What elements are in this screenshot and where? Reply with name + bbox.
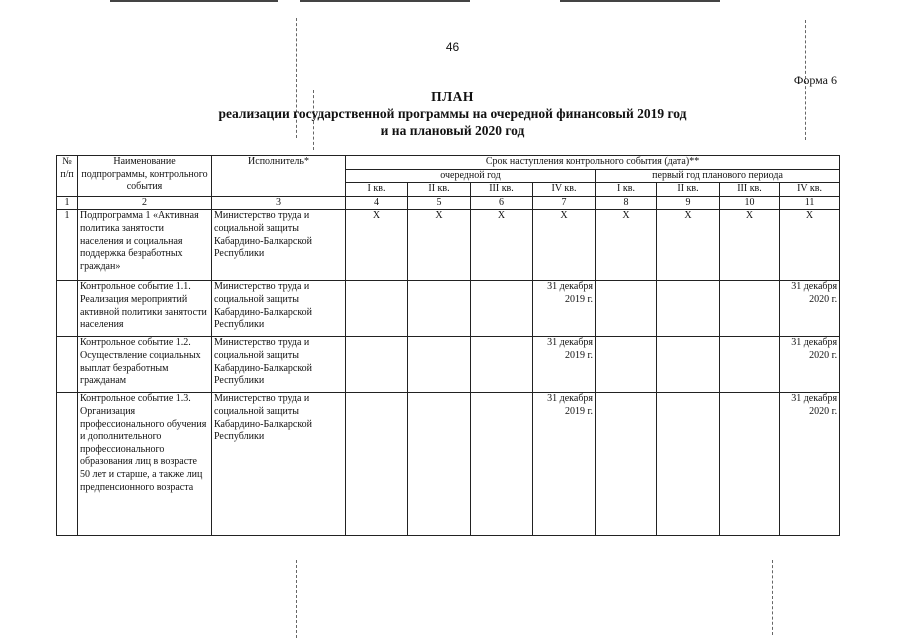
quarter-cell: 31 декабря 2020 г.	[780, 337, 840, 393]
scan-top-line-left	[110, 0, 278, 2]
quarter-cell: 31 декабря 2019 г.	[533, 281, 596, 337]
row-executor: Министерство труда и социальной защиты Кабардино-Балкарской Республики	[212, 281, 346, 337]
quarter-cell: X	[720, 210, 780, 281]
table-row	[57, 393, 840, 536]
quarter-cell	[596, 281, 657, 337]
header-quarter: II кв.	[408, 183, 471, 197]
quarter-cell: X	[471, 210, 533, 281]
column-number: 6	[471, 196, 533, 210]
quarter-cell	[596, 393, 657, 536]
quarter-cell: 31 декабря 2019 г.	[533, 393, 596, 536]
scan-fold-right-lower	[772, 560, 773, 635]
header-row-1	[57, 156, 840, 170]
quarter-cell: X	[408, 210, 471, 281]
quarter-cell	[408, 337, 471, 393]
row-num	[57, 337, 78, 393]
header-num: № п/п	[57, 156, 78, 197]
row-name: Контрольное событие 1.1. Реализация мероприятий активной политики занятости населения	[78, 281, 212, 337]
quarter-cell	[408, 393, 471, 536]
quarter-cell	[720, 393, 780, 536]
quarter-cell	[657, 337, 720, 393]
column-number: 4	[346, 196, 408, 210]
header-quarter: IV кв.	[780, 183, 840, 197]
row-executor: Министерство труда и социальной защиты Кабардино-Балкарской Республики	[212, 210, 346, 281]
row-num	[57, 281, 78, 337]
quarter-cell	[346, 337, 408, 393]
quarter-cell	[657, 393, 720, 536]
row-name: Подпрограмма 1 «Активная политика занятости населения и социальная поддержка безработных граждан»	[78, 210, 212, 281]
quarter-cell: X	[780, 210, 840, 281]
quarter-cell: 31 декабря 2020 г.	[780, 281, 840, 337]
header-deadline: Срок наступления контрольного события (дата)**	[346, 156, 840, 170]
table-row	[57, 337, 840, 393]
quarter-cell	[346, 393, 408, 536]
header-quarter: III кв.	[471, 183, 533, 197]
header-plan-year: первый год планового периода	[596, 169, 840, 183]
header-quarter: III кв.	[720, 183, 780, 197]
table-row	[57, 210, 840, 281]
quarter-cell: X	[346, 210, 408, 281]
header-quarter: I кв.	[346, 183, 408, 197]
header-quarter: IV кв.	[533, 183, 596, 197]
scan-top-line-right	[560, 0, 720, 2]
quarter-cell: X	[533, 210, 596, 281]
header-name: Наименование подпрограммы, контрольного события	[78, 156, 212, 197]
quarter-cell: X	[596, 210, 657, 281]
quarter-cell	[720, 281, 780, 337]
column-number: 10	[720, 196, 780, 210]
quarter-cell	[471, 337, 533, 393]
column-number: 3	[212, 196, 346, 210]
column-number: 1	[57, 196, 78, 210]
scan-top-line-mid	[300, 0, 470, 2]
document-title	[0, 88, 905, 139]
quarter-cell	[471, 281, 533, 337]
header-quarter: I кв.	[596, 183, 657, 197]
table-row	[57, 281, 840, 337]
row-num	[57, 393, 78, 536]
quarter-cell	[346, 281, 408, 337]
plan-table	[56, 155, 840, 536]
title-line-3: и на плановый 2020 год	[380, 123, 525, 138]
column-number: 9	[657, 196, 720, 210]
column-number: 8	[596, 196, 657, 210]
title-line-1: ПЛАН	[431, 89, 474, 104]
quarter-cell	[471, 393, 533, 536]
quarter-cell	[596, 337, 657, 393]
row-executor: Министерство труда и социальной защиты Кабардино-Балкарской Республики	[212, 337, 346, 393]
row-name: Контрольное событие 1.2. Осуществление социальных выплат безработным гражданам	[78, 337, 212, 393]
header-current-year: очередной год	[346, 169, 596, 183]
column-number: 2	[78, 196, 212, 210]
title-line-2: реализации государственной программы на очередной финансовый 2019 год	[218, 106, 687, 121]
scan-fold-left-lower	[296, 560, 297, 638]
header-executor: Исполнитель*	[212, 156, 346, 197]
page-number: 46	[445, 40, 460, 54]
quarter-cell	[657, 281, 720, 337]
row-name: Контрольное событие 1.3. Организация профессионального обучения и дополнительного профессионального образования лиц в возрасте 50 лет и старше, а также лиц предпенсионного возраста	[78, 393, 212, 536]
quarter-cell	[720, 337, 780, 393]
header-quarter: II кв.	[657, 183, 720, 197]
column-number: 11	[780, 196, 840, 210]
quarter-cell: 31 декабря 2020 г.	[780, 393, 840, 536]
quarter-cell	[408, 281, 471, 337]
quarter-cell: X	[657, 210, 720, 281]
row-num: 1	[57, 210, 78, 281]
column-number: 7	[533, 196, 596, 210]
column-number: 5	[408, 196, 471, 210]
column-number-row	[57, 196, 840, 210]
row-executor: Министерство труда и социальной защиты Кабардино-Балкарской Республики	[212, 393, 346, 536]
form-label: Форма 6	[793, 73, 837, 87]
quarter-cell: 31 декабря 2019 г.	[533, 337, 596, 393]
